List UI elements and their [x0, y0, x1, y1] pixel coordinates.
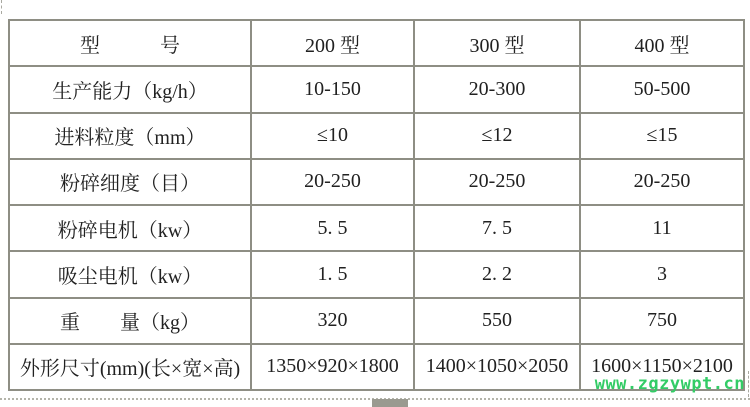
row-label-cell: 粉碎电机（kw） — [9, 205, 251, 251]
header-label-cell: 型 号 — [9, 20, 251, 66]
value-cell: 1600×1150×2100 — [580, 344, 744, 390]
value-cell: 20-300 — [414, 66, 580, 112]
table-row-crush-motor — [9, 205, 744, 251]
table-row-fineness — [9, 159, 744, 205]
value-cell: ≤15 — [580, 113, 744, 159]
row-label-cell: 进料粒度（mm） — [9, 113, 251, 159]
value-cell: 10-150 — [251, 66, 414, 112]
table-row-dust-motor — [9, 251, 744, 297]
spec-table — [8, 19, 745, 391]
row-label-cell: 生产能力（kg/h） — [9, 66, 251, 112]
value-cell: 1. 5 — [251, 251, 414, 297]
table-header-row — [9, 20, 744, 66]
table-row-weight — [9, 298, 744, 344]
row-label-cell: 粉碎细度（目） — [9, 159, 251, 205]
value-cell: 750 — [580, 298, 744, 344]
row-label-cell: 重 量（kg） — [9, 298, 251, 344]
row-label-cell: 外形尺寸(mm)(长×宽×高) — [9, 344, 251, 390]
value-cell: 1400×1050×2050 — [414, 344, 580, 390]
value-cell: 320 — [251, 298, 414, 344]
value-cell: 20-250 — [580, 159, 744, 205]
value-cell: 20-250 — [251, 159, 414, 205]
watermark: www.zgzywpt.cn — [594, 374, 745, 394]
value-cell: 550 — [414, 298, 580, 344]
row-label-cell: 吸尘电机（kw） — [9, 251, 251, 297]
value-cell: 11 — [580, 205, 744, 251]
table-row-dimensions — [9, 344, 744, 390]
table-row-capacity — [9, 66, 744, 112]
value-cell: 50-500 — [580, 66, 744, 112]
table-row-feed-size — [9, 113, 744, 159]
selection-dash-right — [748, 371, 749, 397]
value-cell: 1350×920×1800 — [251, 344, 414, 390]
selection-dash-top-left — [1, 0, 2, 14]
value-cell: 3 — [580, 251, 744, 297]
value-cell: ≤12 — [414, 113, 580, 159]
model-header-cell-400: 400 型 — [580, 20, 744, 66]
value-cell: 20-250 — [414, 159, 580, 205]
value-cell: 7. 5 — [414, 205, 580, 251]
value-cell: 5. 5 — [251, 205, 414, 251]
value-cell: ≤10 — [251, 113, 414, 159]
model-header-cell-300: 300 型 — [414, 20, 580, 66]
value-cell: 2. 2 — [414, 251, 580, 297]
bottom-resize-handle — [372, 399, 408, 407]
model-header-cell-200: 200 型 — [251, 20, 414, 66]
